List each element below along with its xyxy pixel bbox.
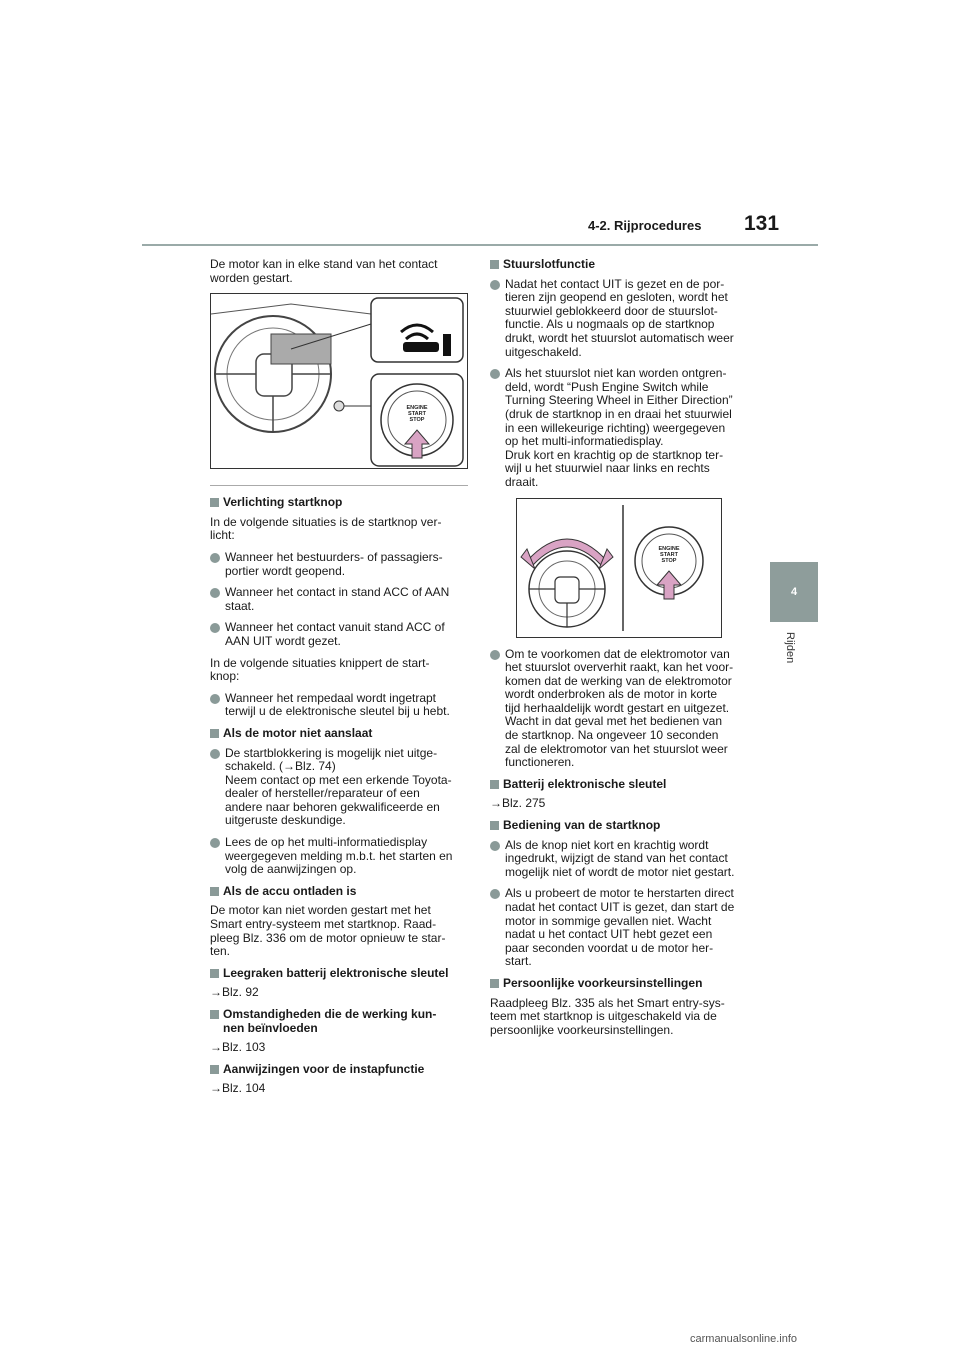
heading-operation: Bediening van de startknop bbox=[490, 819, 752, 833]
engine-button-label bbox=[401, 405, 433, 423]
paragraph: Raadpleeg Blz. 335 als het Smart entry-sys- teem met startknop is uitgeschakeld via de persoonlijke voorkeursinstellingen. bbox=[490, 995, 725, 1037]
page-reference-link[interactable]: →Blz. 104 bbox=[210, 1081, 266, 1096]
list-item: Als het stuurslot niet kan worden ontgren- deld, wordt “Push Engine Switch while Turning Steering Wheel in Either Direction” (druk de startknop in en draai het stuurwiel in een willekeurige richting) weergegeven op het multi-informatiedisplay. Druk kort en krachtig op de startknop ter- wijl u het stuurwiel naar links en rechts draait. bbox=[490, 367, 752, 489]
list-item: Wanneer het rempedaal wordt ingetrapt terwijl u de elektronische sleutel bij u hebt. bbox=[210, 692, 472, 719]
paragraph: In de volgende situaties is de startknop ver- licht: bbox=[210, 514, 442, 543]
figure-rule bbox=[210, 485, 468, 486]
steering-rotate-illustration bbox=[517, 499, 721, 637]
button-word: ENGINE bbox=[658, 545, 680, 552]
page-reference-link[interactable]: →Blz. 92 bbox=[210, 985, 259, 1000]
list-item: Lees de op het multi-informatiedisplay weergegeven melding m.b.t. het starten en volg de aanwijzingen op. bbox=[210, 836, 472, 877]
button-word: START bbox=[408, 411, 426, 418]
heading-conditions: Omstandigheden die de werking kun- nen beïnvloeden bbox=[210, 1008, 472, 1035]
engine-button-label bbox=[653, 546, 685, 564]
heading-no-start: Als de motor niet aanslaat bbox=[210, 727, 472, 741]
heading-steering-lock: Stuurslotfunctie bbox=[490, 258, 752, 272]
chapter-label: Rijden bbox=[784, 632, 796, 664]
list-item: Nadat het contact UIT is gezet en de por- tieren zijn geopend en gesloten, wordt het stuurwiel geblokkeerd door de stuurslot- functie. Als u nogmaals op de startknop drukt, wordt het stuurslot automatisch weer uitgeschakeld. bbox=[490, 278, 752, 360]
list-item: Wanneer het contact in stand ACC of AAN staat. bbox=[210, 586, 472, 613]
header-rule bbox=[142, 244, 818, 246]
paragraph: In de volgende situaties knippert de start- knop: bbox=[210, 655, 430, 684]
list-item: Wanneer het bestuurders- of passagiers- portier wordt geopend. bbox=[210, 551, 472, 578]
heading-battery-dead: Als de accu ontladen is bbox=[210, 885, 472, 899]
heading-key-battery-low: Leegraken batterij elektronische sleutel bbox=[210, 967, 472, 981]
button-word: STOP bbox=[409, 417, 425, 424]
heading-personal: Persoonlijke voorkeursinstellingen bbox=[490, 977, 752, 991]
button-word: STOP bbox=[661, 557, 677, 564]
heading-key-battery: Batterij elektronische sleutel bbox=[490, 778, 752, 792]
steering-lock-figure bbox=[516, 498, 722, 638]
right-column bbox=[490, 258, 752, 1045]
steering-wheel-illustration bbox=[211, 294, 467, 468]
page-reference-link[interactable]: →Blz. 103 bbox=[210, 1040, 266, 1055]
list-item: Als u probeert de motor te herstarten direct nadat het contact UIT is gezet, dan start de motor in sommige gevallen niet. Wacht nadat u het contact UIT hebt gezet een paar seconden voordat u de motor her- start. bbox=[490, 887, 752, 969]
button-word: START bbox=[660, 551, 678, 558]
page-reference-link[interactable]: →Blz. 275 bbox=[490, 796, 546, 811]
page-number: 131 bbox=[744, 212, 780, 235]
left-column bbox=[210, 258, 472, 1104]
list-item: Om te voorkomen dat de elektromotor van het stuurslot oververhit raakt, kan het voor- komen dat de werking van de elektromotor wordt onderbroken als de motor in korte tijd herhaaldelijk wordt gestart en uitgezet. Wacht in dat geval met het bedienen van de startknop. Na ongeveer 10 seconden zal de elektromotor van het stuurslot weer functioneren. bbox=[490, 648, 752, 770]
button-word: ENGINE bbox=[406, 405, 428, 412]
section-title: 4-2. Rijprocedures bbox=[588, 218, 702, 233]
intro-text: De motor kan in elke stand van het contact worden gestart. bbox=[210, 257, 438, 285]
list-item: De startblokkering is mogelijk niet uitge- schakeld. (→Blz. 74) Neem contact op met een erkende Toyota- dealer of hersteller/reparateur of een andere naar behoren gekwalificeerde en uitgeruste deskundige. bbox=[210, 747, 472, 829]
list-item: Wanneer het contact vanuit stand ACC of AAN UIT wordt gezet. bbox=[210, 621, 472, 648]
heading-entry-hints: Aanwijzingen voor de instapfunctie bbox=[210, 1063, 472, 1077]
heading-lighting: Verlichting startknop bbox=[210, 496, 472, 510]
paragraph: De motor kan niet worden gestart met het Smart entry-systeem met startknop. Raad- pleeg Blz. 336 om de motor opnieuw te star- ten. bbox=[210, 903, 446, 959]
list-item: Als de knop niet kort en krachtig wordt ingedrukt, wijzigt de stand van het contact mogelijk niet of wordt de motor niet gestart. bbox=[490, 839, 752, 880]
chapter-tab[interactable]: 4 bbox=[770, 562, 818, 622]
watermark: carmanualsonline.info bbox=[690, 1333, 798, 1345]
start-button-figure bbox=[210, 293, 468, 469]
